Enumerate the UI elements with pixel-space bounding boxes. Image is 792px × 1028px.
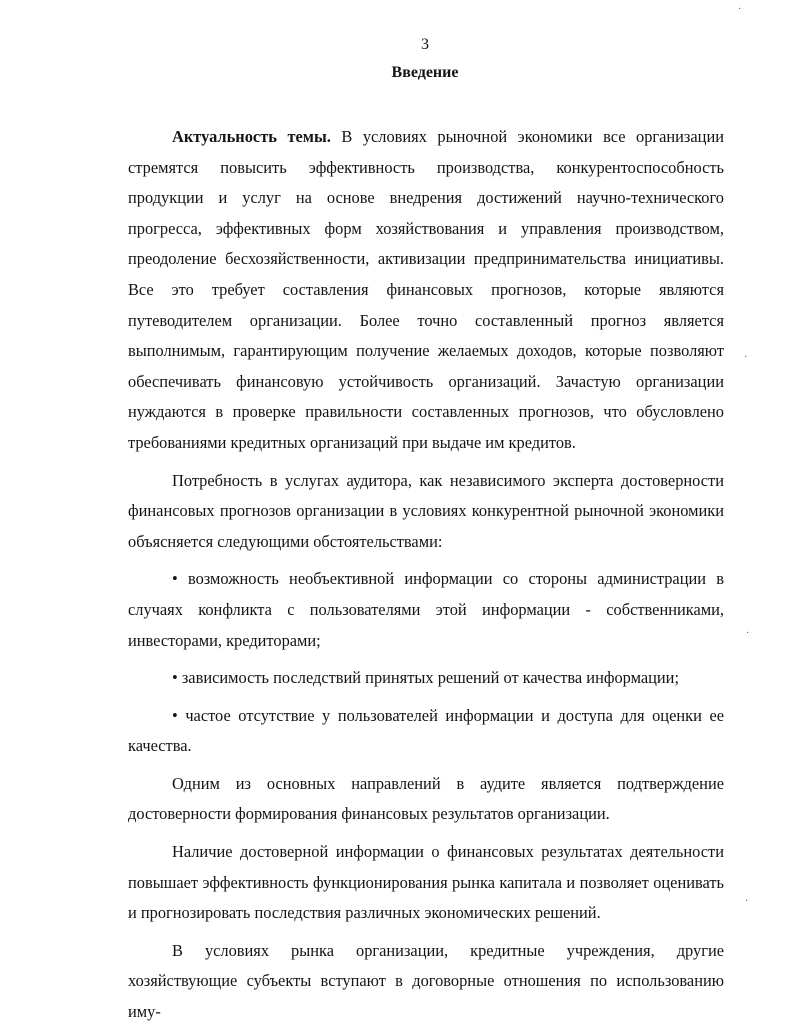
paragraph-market-conditions: В условиях рынка организации, кредитные учреждения, другие хозяйствующие субъекты вступают в договорные отношения по использованию иму- <box>128 940 724 1022</box>
paragraph-reliable-info: Наличие достоверной информации о финансовых результатах деятельности повышает эффективность функционирования рынка капитала и позволяет оценивать и прогнозировать последствия различных экономических решений. <box>128 842 724 923</box>
bullet-item: • возможность необъективной информации со стороны администрации в случаях конфликта с пользователями этой информации - собственниками, инвесторами, кредиторами; <box>128 569 724 650</box>
scan-speck: · <box>745 896 749 907</box>
paragraph-text: В условиях рыночной экономики все организации стремятся повысить эффективность производства, конкурентоспособность продукции и услуг на основе внедрения достижений научно-технического прогресса, эффективных форм хозяйствования и управления производством, преодоление бесхозяйственности, активизации предпринимательства инициативы. Все это требует составления финансовых прогнозов, которые являются путеводителем организации. Более точно составленный прогноз является выполнимым, гарантирующим получение желаемых доходов, которые позволяют обеспечивать финансовую устойчивость организаций. Зачастую организации нуждаются в проверке правильности составленных прогнозов, что обусловлено требованиями кредитных организаций при выдаче им кредитов. <box>128 127 724 452</box>
scan-speck: · <box>738 4 742 15</box>
scan-speck: · <box>746 628 750 639</box>
paragraph-auditor-need: Потребность в услугах аудитора, как независимого эксперта достоверности финансовых прогнозов организации в условиях конкурентной рыночной экономики объясняется следующими обстоятельствами: <box>128 470 724 551</box>
scan-speck: · <box>744 352 748 363</box>
bullet-item: • зависимость последствий принятых решений от качества информации; <box>172 668 680 688</box>
body-text <box>128 122 724 1028</box>
paragraph-audit-direction: Одним из основных направлений в аудите является подтверждение достоверности формирования финансовых результатов организации. <box>128 773 724 824</box>
paragraph-relevance <box>128 122 724 459</box>
paragraph-lead: Актуальность темы. <box>172 127 331 146</box>
page-number: 3 <box>421 36 429 53</box>
section-heading: Введение <box>391 64 459 81</box>
bullet-item: • частое отсутствие у пользователей информации и доступа для оценки ее качества. <box>128 705 724 756</box>
